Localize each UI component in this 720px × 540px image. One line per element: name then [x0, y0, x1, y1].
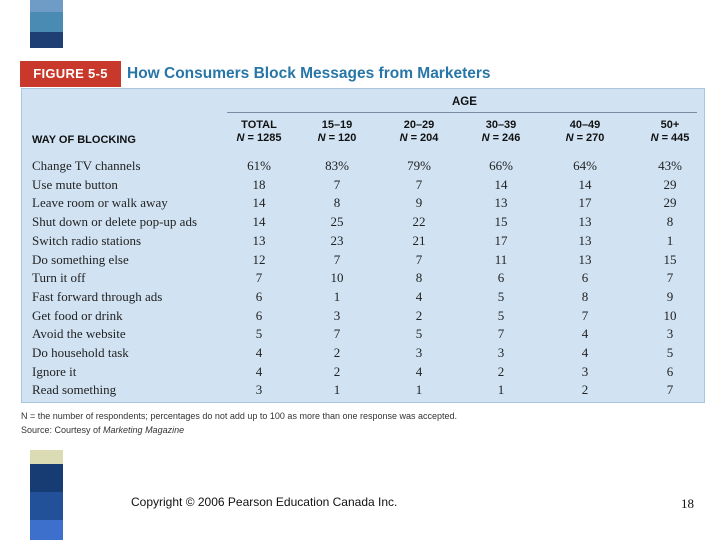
sample-size-value: = 445 [661, 132, 690, 144]
column-name: 20–29 [403, 119, 435, 131]
table-cell: 22 [412, 214, 426, 230]
table-cell: 3 [415, 345, 423, 360]
table-cell: 8 [581, 288, 589, 304]
table-row [22, 232, 706, 251]
row-label: Ignore it [32, 363, 77, 379]
row-header: WAY OF BLOCKING [32, 134, 136, 146]
table-cell: 1 [333, 382, 341, 398]
sample-size-symbol: N [565, 132, 574, 144]
table-cell: 7 [333, 251, 341, 267]
table-cell: 14 [252, 214, 266, 230]
table-cell: 61% [247, 158, 271, 173]
table-cell: 2 [415, 307, 423, 323]
table-cell: 21 [412, 232, 426, 248]
table-row [22, 325, 706, 344]
table-cell: 1 [415, 382, 423, 398]
table-row [22, 307, 706, 326]
column-header [297, 119, 377, 145]
column-name: 30–39 [485, 119, 517, 131]
table-cell: 14 [578, 176, 592, 192]
table-cell: 1 [666, 232, 674, 248]
decor-strip-top-3 [30, 32, 63, 48]
table-cell: 15 [494, 214, 508, 230]
row-label: Get food or drink [32, 307, 123, 323]
table-cell: 13 [252, 232, 266, 248]
table-cell: 5 [497, 288, 505, 304]
table-cell: 23 [330, 232, 344, 248]
age-divider [227, 112, 697, 113]
row-label: Fast forward through ads [32, 288, 163, 304]
column-name: 50+ [660, 119, 680, 131]
row-label: Do something else [32, 251, 129, 267]
decor-strip-bottom-1 [30, 450, 63, 464]
row-label: Avoid the website [32, 326, 126, 342]
table-cell: 6 [581, 270, 589, 286]
table-cell: 2 [333, 345, 341, 360]
table-cell: 8 [415, 270, 423, 286]
table-cell: 29 [663, 195, 677, 211]
table-cell: 10 [330, 270, 344, 286]
sample-size-symbol: N [317, 132, 326, 144]
column-sample-size [461, 132, 541, 145]
table-cell: 7 [415, 251, 423, 267]
sample-size-symbol: N [481, 132, 490, 144]
age-header: AGE [452, 96, 477, 108]
table-cell: 3 [497, 345, 505, 360]
table-row [22, 194, 706, 213]
column-name: TOTAL [241, 119, 277, 131]
table-cell: 79% [407, 158, 431, 173]
table-cell: 3 [581, 363, 589, 379]
column-sample-size [219, 132, 299, 145]
table-cell: 7 [497, 326, 505, 342]
table-cell: 3 [255, 382, 263, 398]
table-cell: 4 [255, 363, 263, 379]
table-cell: 8 [666, 214, 674, 230]
row-label: Use mute button [32, 176, 118, 192]
table-cell: 43% [658, 158, 682, 173]
table-cell: 83% [325, 158, 349, 173]
column-header [219, 119, 299, 145]
column-header [630, 119, 710, 145]
table-cell: 7 [333, 176, 341, 192]
table-row [22, 344, 706, 363]
table-cell: 13 [578, 251, 592, 267]
column-header [461, 119, 541, 145]
table-cell: 9 [666, 288, 674, 304]
row-label: Do household task [32, 345, 129, 360]
table-cell: 5 [497, 307, 505, 323]
table-cell: 3 [666, 326, 674, 342]
row-label: Turn it off [32, 270, 86, 286]
table-cell: 4 [581, 345, 589, 360]
table-row [22, 363, 706, 382]
column-name: 40–49 [569, 119, 601, 131]
row-label: Change TV channels [32, 158, 141, 173]
source-note [21, 425, 184, 435]
table-cell: 13 [578, 214, 592, 230]
table-cell: 9 [415, 195, 423, 211]
table-cell: 1 [333, 288, 341, 304]
source-prefix: Source: Courtesy of [21, 425, 104, 435]
sample-size-value: = 1285 [247, 132, 282, 144]
sample-size-value: = 270 [576, 132, 605, 144]
table-cell: 11 [494, 251, 508, 267]
row-label: Read something [32, 382, 117, 398]
table-cell: 6 [497, 270, 505, 286]
table-row [22, 213, 706, 232]
table-cell: 5 [415, 326, 423, 342]
table-cell: 8 [333, 195, 341, 211]
respondents-note: N = the number of respondents; percentages do not add up to 100 as more than one response was accepted. [21, 411, 458, 421]
table-cell: 18 [252, 176, 266, 192]
table-cell: 4 [255, 345, 263, 360]
column-header [545, 119, 625, 145]
table-row [22, 288, 706, 307]
column-sample-size [630, 132, 710, 145]
table-cell: 7 [581, 307, 589, 323]
table-cell: 29 [663, 176, 677, 192]
decor-strip-top-1 [30, 0, 63, 12]
decor-strip-bottom-4 [30, 520, 63, 540]
table-cell: 7 [255, 270, 263, 286]
table-cell: 66% [489, 158, 513, 173]
row-label: Shut down or delete pop-up ads [32, 214, 198, 230]
table-cell: 4 [415, 363, 423, 379]
table-cell: 14 [252, 195, 266, 211]
row-label: Leave room or walk away [32, 195, 168, 211]
row-label: Switch radio stations [32, 232, 142, 248]
sample-size-symbol: N [236, 132, 245, 144]
figure-label: FIGURE 5-5 [20, 61, 121, 87]
decor-strip-bottom-2 [30, 464, 63, 492]
sample-size-symbol: N [399, 132, 408, 144]
table-cell: 5 [666, 345, 674, 360]
blocking-table [21, 88, 705, 403]
column-header [379, 119, 459, 145]
decor-strip-top-2 [30, 12, 63, 32]
table-cell: 2 [581, 382, 589, 398]
table-cell: 2 [497, 363, 505, 379]
table-cell: 13 [494, 195, 508, 211]
table-cell: 17 [494, 232, 508, 248]
sample-size-value: = 120 [328, 132, 357, 144]
table-row [22, 157, 706, 176]
table-cell: 4 [581, 326, 589, 342]
table-cell: 14 [494, 176, 508, 192]
sample-size-value: = 246 [492, 132, 521, 144]
table-cell: 7 [333, 326, 341, 342]
table-cell: 17 [578, 195, 592, 211]
table-cell: 6 [666, 363, 674, 379]
table-cell: 13 [578, 232, 592, 248]
column-sample-size [297, 132, 377, 145]
sample-size-value: = 204 [410, 132, 439, 144]
table-row [22, 251, 706, 270]
copyright-text: Copyright © 2006 Pearson Education Canada Inc. [131, 495, 398, 509]
source-publication: Marketing Magazine [103, 425, 185, 435]
table-cell: 64% [573, 158, 597, 173]
figure-title: How Consumers Block Messages from Marketers [127, 65, 491, 82]
table-cell: 4 [415, 288, 423, 304]
table-cell: 10 [663, 307, 677, 323]
column-name: 15–19 [321, 119, 353, 131]
table-row [22, 381, 706, 400]
decor-strip-bottom-3 [30, 492, 63, 520]
table-cell: 6 [255, 307, 263, 323]
table-row [22, 176, 706, 195]
sample-size-symbol: N [650, 132, 659, 144]
table-cell: 3 [333, 307, 341, 323]
column-sample-size [379, 132, 459, 145]
table-cell: 12 [252, 251, 266, 267]
column-sample-size [545, 132, 625, 145]
table-cell: 2 [333, 363, 341, 379]
page-number: 18 [681, 496, 694, 511]
table-cell: 25 [330, 214, 344, 230]
table-cell: 7 [666, 382, 674, 398]
table-cell: 7 [666, 270, 674, 286]
table-row [22, 269, 706, 288]
table-cell: 7 [415, 176, 423, 192]
table-cell: 6 [255, 288, 263, 304]
table-cell: 1 [497, 382, 505, 398]
table-cell: 5 [255, 326, 263, 342]
table-cell: 15 [663, 251, 677, 267]
